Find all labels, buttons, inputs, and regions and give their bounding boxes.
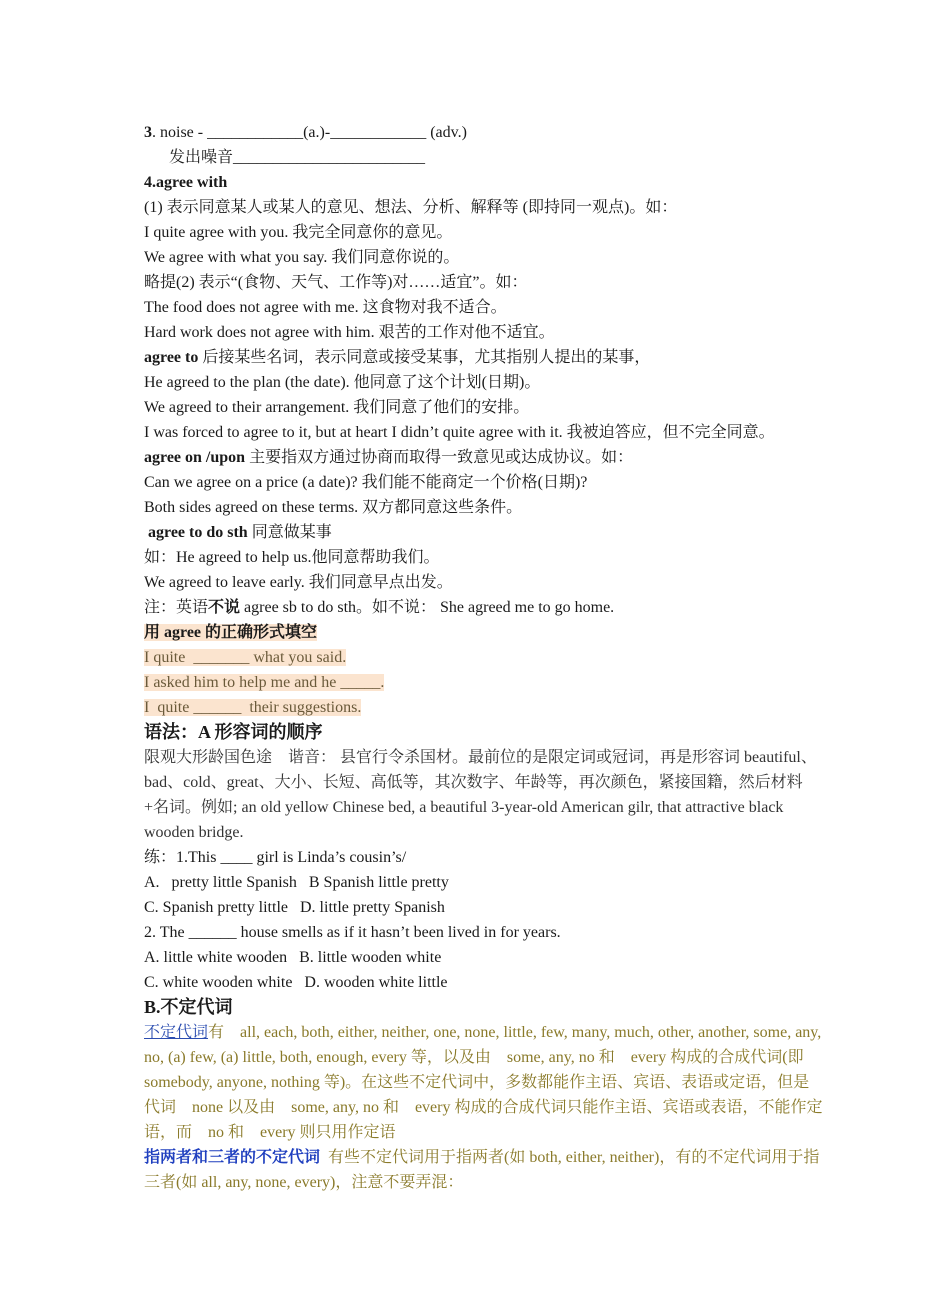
term: agree to	[144, 349, 199, 366]
sub-title: 指两者和三者的不定代词	[144, 1149, 321, 1166]
term: agree to do sth	[144, 524, 248, 541]
example-line: We agreed to leave early. 我们同意早点出发。	[144, 574, 453, 591]
section-3-sub: 发出噪音________________________	[169, 149, 426, 166]
practice-line: C. white wooden white D. wooden white little	[144, 974, 448, 991]
text-line: 略提(2) 表示“(食物、天气、工作等)对……适宜”。如：	[144, 274, 528, 291]
section-4-title-text: .agree with	[152, 174, 228, 191]
definition: 主要指双方通过协商而取得一致意见或达成协议。如：	[245, 449, 634, 466]
definition: 后接某些名词，表示同意或接受某事，尤其指别人提出的某事，	[198, 349, 651, 366]
text-line: I quite agree with you. 我完全同意你的意见。	[144, 224, 453, 241]
exercise-item	[144, 645, 824, 670]
grammar-a-heading: 语法：A 形容词的顺序	[144, 722, 323, 742]
text-line: The food does not agree with me. 这食物对我不适合。	[144, 299, 507, 316]
practice-line: A. little white wooden B. little wooden white	[144, 949, 442, 966]
text-line: We agree with what you say. 我们同意你说的。	[144, 249, 460, 266]
note-prefix: 注：英语	[144, 599, 209, 616]
practice-line: C. Spanish pretty little D. little pretty Spanish	[144, 899, 445, 916]
section-4-title	[144, 170, 824, 195]
exercise-item	[144, 695, 824, 720]
exercise-item	[144, 670, 824, 695]
section-number: 3	[144, 124, 152, 141]
agree-do-def	[144, 520, 824, 545]
section-number: 4	[144, 174, 152, 191]
grammar-b-heading: B.不定代词	[144, 997, 233, 1017]
section-3-text: . noise - ____________(a.)-____________ (adv.)	[152, 124, 467, 141]
example-line: Both sides agreed on these terms. 双方都同意这些条件。	[144, 499, 523, 516]
definition: 同意做某事	[247, 524, 332, 541]
section-3-line	[144, 120, 824, 145]
example-line: I was forced to agree to it, but at heart I didn’t quite agree with it. 我被迫答应，但不完全同意。	[144, 424, 775, 441]
text-line: Hard work does not agree with him. 艰苦的工作对他不适宜。	[144, 324, 555, 341]
example-line: 如：He agreed to help us.他同意帮助我们。	[144, 549, 440, 566]
example-line: Can we agree on a price (a date)? 我们能不能商定一个价格(日期)?	[144, 474, 588, 491]
grammar-b-sub-paragraph	[144, 1145, 824, 1195]
exercise-title: 用 agree 的正确形式填空	[144, 624, 318, 641]
exercise-text: I quite ______ their suggestions.	[144, 699, 362, 716]
note-line	[144, 595, 824, 620]
example-line: He agreed to the plan (the date). 他同意了这个计划(日期)。	[144, 374, 541, 391]
practice-line: 练：1.This ____ girl is Linda’s cousin’s/	[144, 849, 407, 866]
grammar-b-text: 有 all, each, both, either, neither, one, none, little, few, many, much, other, another, some, any, no, (a) few, (a) little, both, enough, every 等，以及由 some, any, no 和 every 构成的合成代词(即 somebody, anyone, nothing 等)。在这些不定代词中，多数都能作主语、宾语、表语或定语，但是代词 none 以及由 some, any, no 和 every 构成的合成代词只能作主语、宾语或表语，不能作定语，而 no 和 every 则只用作定语	[144, 1024, 826, 1141]
document-page	[144, 120, 824, 1195]
exercise-title-line	[144, 620, 824, 645]
sub-text: 有些不定代词用于指两者(如 both, either, neither)，有的不定代词用于指三者(如 all, any, none, every)，注意不要弄混：	[144, 1149, 820, 1191]
text-line: (1) 表示同意某人或某人的意见、想法、分析、解释等 (即持同一观点)。如：	[144, 199, 678, 216]
exercise-text: I quite _______ what you said.	[144, 649, 347, 666]
agree-to-def	[144, 345, 824, 370]
term: agree on /upon	[144, 449, 246, 466]
exercise-text: I asked him to help me and he _____.	[144, 674, 385, 691]
note-suffix: agree sb to do sth。如不说： She agreed me to go home.	[240, 599, 615, 616]
grammar-a-paragraph: 限观大形龄国色途 谐音： 县官行令杀国材。最前位的是限定词或冠词，再是形容词 beautiful、bad、cold、great、大小、长短、高低等，其次数字、年龄等，再次颜色，紧接国籍，然后材料+名词。例如; an old yellow Chinese bed, a beautiful 3-year-old American gilr, that attractive black wooden bridge.	[144, 749, 817, 841]
indefinite-pronoun-link[interactable]: 不定代词	[144, 1024, 209, 1041]
practice-line: A. pretty little Spanish B Spanish little pretty	[144, 874, 449, 891]
agree-on-def	[144, 445, 824, 470]
practice-line: 2. The ______ house smells as if it hasn’t been lived in for years.	[144, 924, 561, 941]
grammar-b-paragraph	[144, 1020, 824, 1145]
note-bold: 不说	[208, 599, 241, 616]
example-line: We agreed to their arrangement. 我们同意了他们的安排。	[144, 399, 530, 416]
